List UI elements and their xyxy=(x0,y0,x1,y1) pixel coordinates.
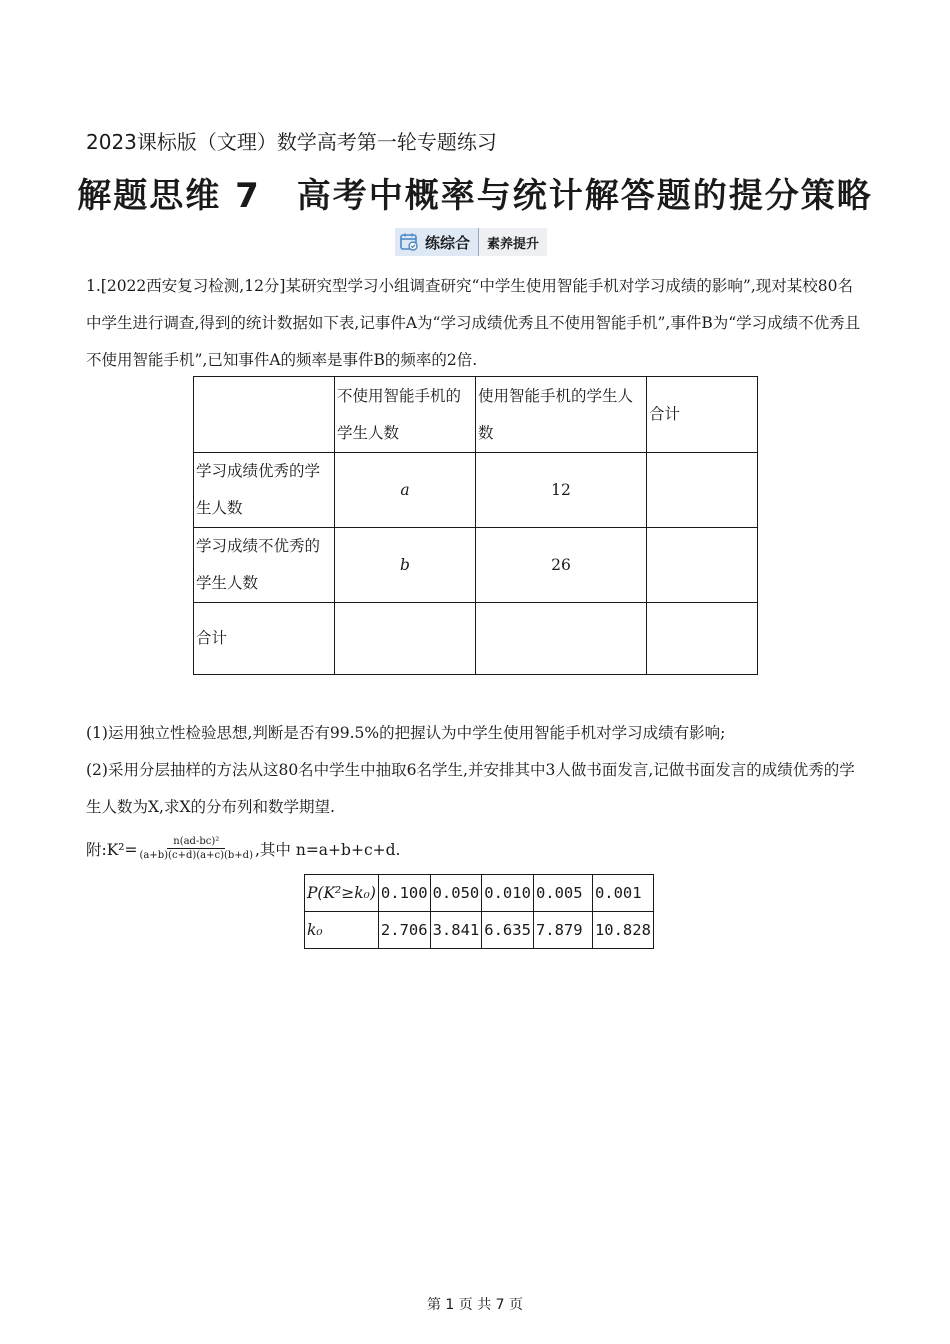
sub-question-2: (2)采用分层抽样的方法从这80名中学生中抽取6名学生,并安排其中3人做书面发言,记做书面发言的成绩优秀的学生人数为X,求X的分布列和数学期望. xyxy=(86,761,855,816)
sub-question-1: (1)运用独立性检验思想,判断是否有99.5%的把握认为中学生使用智能手机对学习成绩有影响; xyxy=(86,724,726,742)
table-cell xyxy=(647,453,758,528)
section-badge xyxy=(395,228,561,256)
table-cell xyxy=(335,603,476,675)
table-row xyxy=(194,528,758,603)
table-cell: 学习成绩优秀的学生人数 xyxy=(194,453,335,528)
table-cell: 7.879 xyxy=(533,912,592,949)
table-cell xyxy=(476,603,647,675)
question-stem: 1.[2022西安复习检测,12分]某研究型学习小组调查研究“中学生使用智能手机对学习成绩的影响”,现对某校80名中学生进行调查,得到的统计数据如下表,记事件A为“学习成绩优秀且不使用智能手机”,事件B为“学习成绩不优秀且不使用智能手机”,已知事件A的频率是事件B的频率的2倍. xyxy=(86,277,861,369)
table-cell: 使用智能手机的学生人数 xyxy=(476,377,647,453)
table-cell xyxy=(647,603,758,675)
table-row xyxy=(305,875,654,912)
badge-left-label: 练综合 xyxy=(425,233,471,252)
table-row xyxy=(194,377,758,453)
table-cell: 合计 xyxy=(647,377,758,453)
critical-value-table xyxy=(304,874,654,949)
table-cell: 10.828 xyxy=(592,912,653,949)
table-cell xyxy=(194,377,335,453)
table-cell: P(K²≥k₀) xyxy=(305,875,379,912)
formula-numerator: n(ad-bc)² xyxy=(167,836,225,849)
appendix-suffix: ,其中 n=a+b+c+d. xyxy=(254,840,401,859)
table-row xyxy=(194,603,758,675)
appendix-prefix: 附:K²= xyxy=(86,840,138,859)
table-cell: 26 xyxy=(476,528,647,603)
table-cell: 合计 xyxy=(194,603,335,675)
table-cell: 3.841 xyxy=(430,912,482,949)
table-row xyxy=(305,912,654,949)
table-cell: 12 xyxy=(476,453,647,528)
table-cell: 0.050 xyxy=(430,875,482,912)
table-cell: 学习成绩不优秀的学生人数 xyxy=(194,528,335,603)
table-cell: a xyxy=(335,453,476,528)
calendar-check-icon xyxy=(399,232,419,252)
formula-denominator: (a+b)(c+d)(a+c)(b+d) xyxy=(139,850,253,861)
table-cell: 2.706 xyxy=(378,912,430,949)
appendix-formula xyxy=(86,836,400,861)
table-cell: 不使用智能手机的学生人数 xyxy=(335,377,476,453)
table-cell: 0.005 xyxy=(533,875,592,912)
page-footer: 第 1 页 共 7 页 xyxy=(426,1297,524,1313)
table-cell: 6.635 xyxy=(482,912,534,949)
page-title: 解题思维 7 高考中概率与统计解答题的提分策略 xyxy=(77,176,873,216)
table-cell: 0.100 xyxy=(378,875,430,912)
series-title: 2023课标版（文理）数学高考第一轮专题练习 xyxy=(86,130,497,154)
badge-right-label: 素养提升 xyxy=(487,236,540,252)
table-row xyxy=(194,453,758,528)
table-cell xyxy=(647,528,758,603)
table-cell: b xyxy=(335,528,476,603)
table-cell: k₀ xyxy=(305,912,379,949)
formula-fraction xyxy=(140,836,253,861)
table-cell: 0.001 xyxy=(592,875,653,912)
survey-table xyxy=(193,376,758,675)
badge-left xyxy=(395,228,478,256)
table-cell: 0.010 xyxy=(482,875,534,912)
badge-right xyxy=(478,228,547,256)
